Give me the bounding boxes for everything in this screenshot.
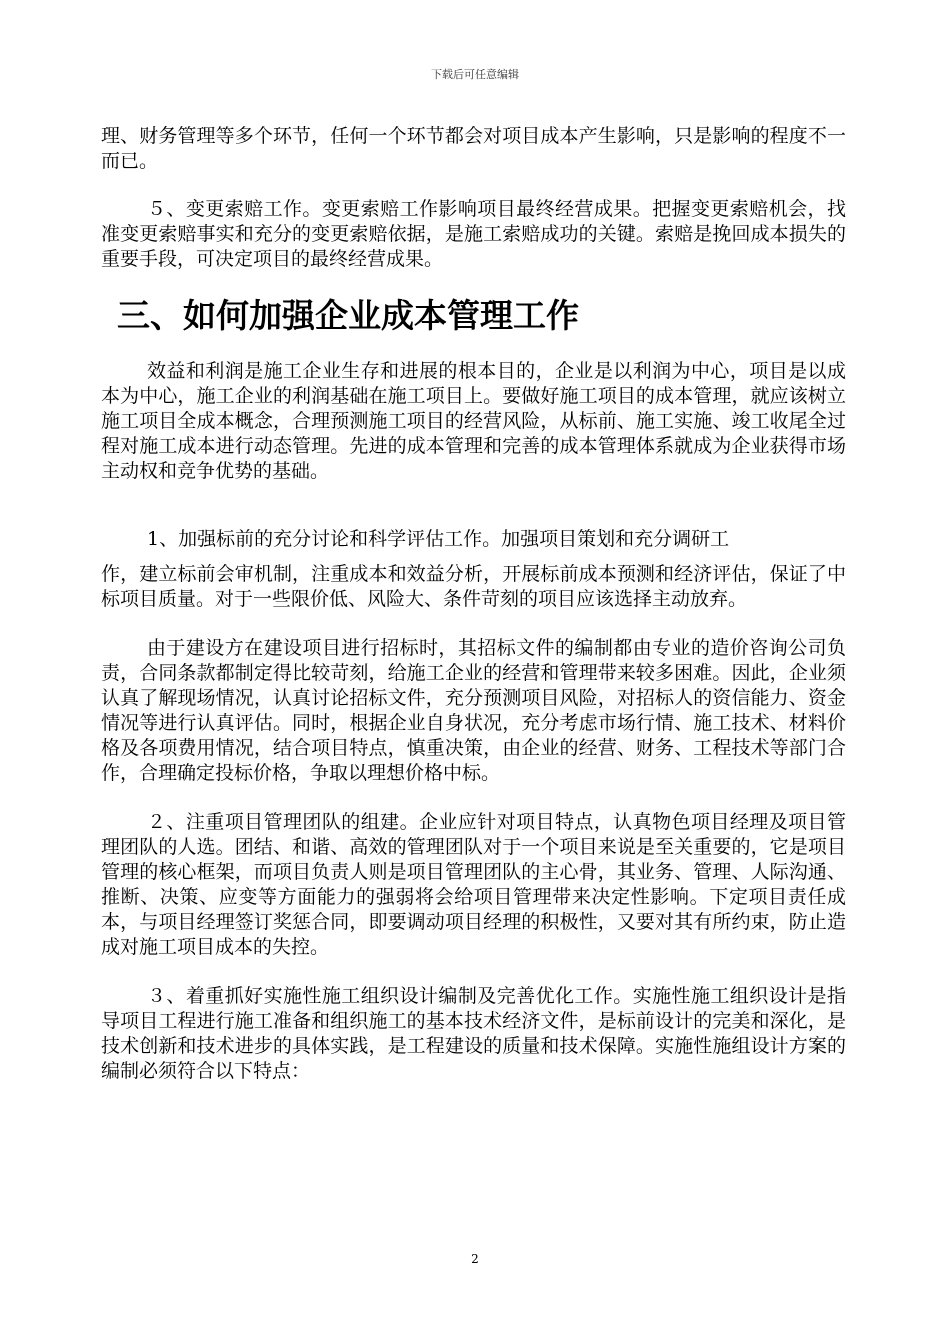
paragraph-item-3: ３、着重抓好实施性施工组织设计编制及完善优化工作。实施性施工组织设计是指导项目工程进行施工准备和组织施工的基本技术经济文件，是标前设计的完美和深化，是技术创新和技术进步的具体实践，是工程建设的质量和技术保障。实施性施组设计方案的编制必须符合以下特点： [101, 985, 846, 1082]
document-body [101, 124, 846, 1084]
paragraph-item-1-lead: 1、加强标前的充分讨论和科学评估工作。加强项目策划和充分调研工 [147, 528, 730, 550]
paragraph-bidding: 由于建设方在建设项目进行招标时，其招标文件的编制都由专业的造价咨询公司负责，合同条款都制定得比较苛刻，给施工企业的经营和管理带来较多困难。因此，企业须认真了解现场情况，认真讨论招标文件，充分预测项目风险，对招标人的资信能力、资金情况等进行认真评估。同时，根据企业自身状况，充分考虑市场行情、施工技术、材料价格及各项费用情况，结合项目特点，慎重决策，由企业的经营、财务、工程技术等部门合作，合理确定投标价格，争取以理想价格中标。 [101, 637, 846, 784]
paragraph-continuation: 理、财务管理等多个环节，任何一个环节都会对项目成本产生影响，只是影响的程度不一而已。 [101, 125, 846, 172]
page-header: 下载后可任意编辑 [431, 68, 519, 81]
section-heading: 三、如何加强企业成本管理工作 [117, 296, 579, 335]
page-number: 2 [471, 1252, 479, 1266]
paragraph-item-1-body: 作，建立标前会审机制，注重成本和效益分析，开展标前成本预测和经济评估，保证了中标项目质量。对于一些限价低、风险大、条件苛刻的项目应该选择主动放弃。 [101, 563, 846, 610]
paragraph-item-2: ２、注重项目管理团队的组建。企业应针对项目特点，认真物色项目经理及项目管理团队的人选。团结、和谐、高效的管理团队对于一个项目来说是至关重要的，它是项目管理的核心框架，而项目负责人则是项目管理团队的主心骨，其业务、管理、人际沟通、推断、决策、应变等方面能力的强弱将会给项目管理带来决定性影响。下定项目责任成本，与项目经理签订奖惩合同，即要调动项目经理的积极性，又要对其有所约束，防止造成对施工项目成本的失控。 [101, 811, 846, 958]
paragraph-section-intro: 效益和利润是施工企业生存和进展的根本目的，企业是以利润为中心，项目是以成本为中心，施工企业的利润基础在施工项目上。要做好施工项目的成本管理，就应该树立施工项目全成本概念，合理预测施工项目的经营风险，从标前、施工实施、竣工收尾全过程对施工成本进行动态管理。先进的成本管理和完善的成本管理体系就成为企业获得市场主动权和竞争优势的基础。 [101, 360, 846, 482]
paragraph-change-claims: ５、变更索赔工作。变更索赔工作影响项目最终经营成果。把握变更索赔机会，找准变更索赔事实和充分的变更索赔依据，是施工索赔成功的关键。索赔是挽回成本损失的重要手段，可决定项目的最终经营成果。 [101, 198, 846, 270]
